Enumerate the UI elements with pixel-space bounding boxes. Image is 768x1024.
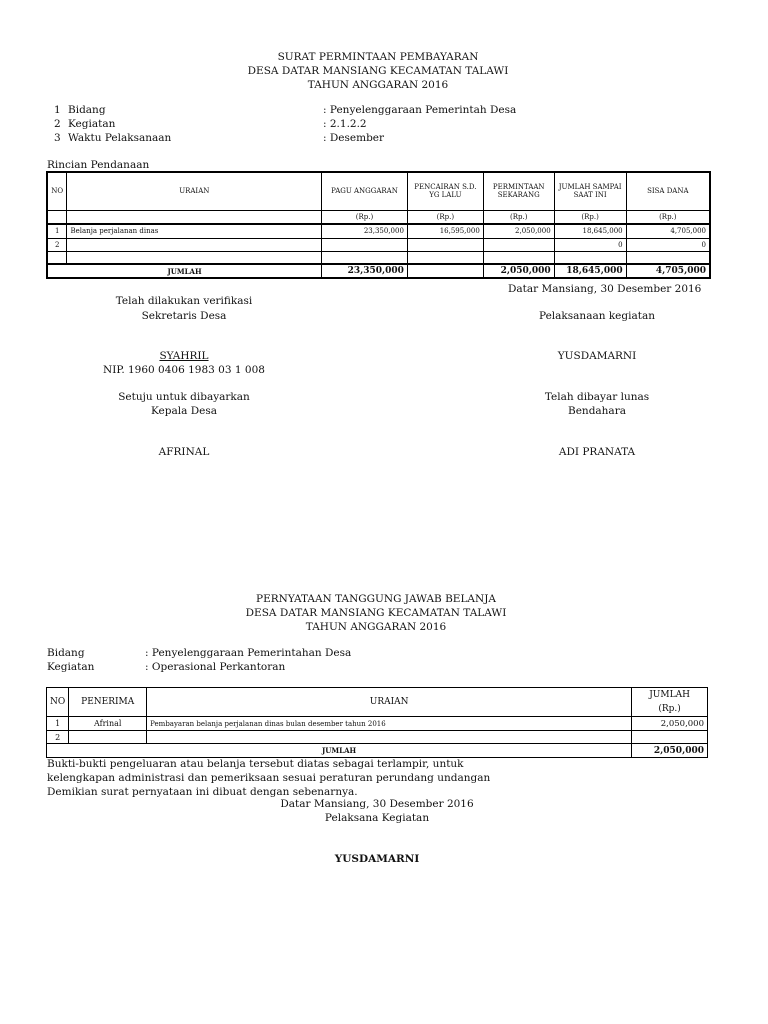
header-sisa: SISA DANA xyxy=(626,172,710,210)
spp-title xyxy=(178,50,578,92)
total-sisa: 4,705,000 xyxy=(626,264,710,278)
spp-info-label-1: Bidang xyxy=(68,104,106,116)
table-row xyxy=(47,717,708,731)
sptj-row-jumlah: 2,050,000 xyxy=(632,717,708,731)
sptj-header-jumlah xyxy=(632,688,708,717)
statement-line-2: kelengkapan administrasi dan pemeriksaan sesuai peraturan perundang undangan xyxy=(47,772,491,784)
row-pagu xyxy=(322,238,408,251)
spp-title-line-3: TAHUN ANGGARAN 2016 xyxy=(307,79,449,91)
row-no: 2 xyxy=(47,238,67,251)
sptj-row-penerima: Afrinal xyxy=(69,717,147,731)
spp-info-value-3: : Desember xyxy=(323,132,385,144)
sptj-signer-name: YUSDAMARNI xyxy=(334,853,420,865)
table-row xyxy=(47,238,710,251)
unit-pencairan: (Rp.) xyxy=(407,210,483,224)
pelaksana-label: Pelaksanaan kegiatan xyxy=(539,310,655,322)
lunas-line-1: Telah dibayar lunas xyxy=(544,391,650,403)
row-jumlah: 0 xyxy=(554,238,626,251)
header-permintaan: PERMINTAAN SEKARANG xyxy=(483,172,554,210)
spp-info-label-2: Kegiatan xyxy=(68,118,116,130)
header-no: NO xyxy=(47,172,67,210)
sptj-header-row xyxy=(47,688,708,717)
row-sisa: 0 xyxy=(626,238,710,251)
sptj-row-jumlah xyxy=(632,731,708,744)
row-no: 1 xyxy=(47,224,67,238)
setuju-line-1: Setuju untuk dibayarkan xyxy=(118,391,250,403)
row-jumlah: 18,645,000 xyxy=(554,224,626,238)
row-permintaan: 2,050,000 xyxy=(483,224,554,238)
sptj-signer-role: Pelaksana Kegiatan xyxy=(324,812,430,824)
sptj-info-value-1: : Penyelenggaraan Pemerintahan Desa xyxy=(145,647,352,659)
header-pencairan: PENCAIRAN S.D. YG LALU xyxy=(407,172,483,210)
rincian-label: Rincian Pendanaan xyxy=(47,159,150,171)
unit-sisa: (Rp.) xyxy=(626,210,710,224)
header-uraian: URAIAN xyxy=(67,172,322,210)
sptj-row-no: 2 xyxy=(47,731,69,744)
sptj-total-label: JUMLAH xyxy=(47,744,632,758)
verif-line-2: Sekretaris Desa xyxy=(141,310,227,322)
row-permintaan xyxy=(483,238,554,251)
spp-title-line-2: DESA DATAR MANSIANG KECAMATAN TALAWI xyxy=(247,65,509,77)
row-pagu: 23,350,000 xyxy=(322,224,408,238)
sptj-row-uraian xyxy=(147,731,632,744)
lunas-name: ADI PRANATA xyxy=(558,446,636,458)
sptj-header-jumlah-unit: (Rp.) xyxy=(658,704,681,714)
spp-info-value-2: : 2.1.2.2 xyxy=(323,118,367,130)
verif-line-1: Telah dilakukan verifikasi xyxy=(115,295,253,307)
verif-nip: NIP. 1960 0406 1983 03 1 008 xyxy=(103,364,265,376)
lunas-line-2: Bendahara xyxy=(568,405,626,417)
statement-line-1: Bukti-bukti pengeluaran atau belanja tersebut diatas sebagai terlampir, untuk xyxy=(47,758,464,770)
pelaksana-name: YUSDAMARNI xyxy=(557,350,637,362)
rincian-total-row xyxy=(47,264,710,278)
sptj-header-jumlah-label: JUMLAH xyxy=(649,690,690,700)
sptj-date: Datar Mansiang, 30 Desember 2016 xyxy=(280,798,474,810)
table-row xyxy=(47,731,708,744)
unit-jumlah: (Rp.) xyxy=(554,210,626,224)
sptj-title-line-1: PERNYATAAN TANGGUNG JAWAB BELANJA xyxy=(256,593,496,605)
spp-info-value-1: : Penyelenggaraan Pemerintah Desa xyxy=(323,104,517,116)
row-sisa: 4,705,000 xyxy=(626,224,710,238)
row-pencairan: 16,595,000 xyxy=(407,224,483,238)
total-jumlah: 18,645,000 xyxy=(554,264,626,278)
table-row-empty xyxy=(47,251,710,264)
unit-pagu: (Rp.) xyxy=(322,210,408,224)
spp-date: Datar Mansiang, 30 Desember 2016 xyxy=(508,283,702,295)
header-pagu: PAGU ANGGARAN xyxy=(322,172,408,210)
sptj-total-jumlah: 2,050,000 xyxy=(632,744,708,758)
total-pencairan xyxy=(407,264,483,278)
sptj-header-no: NO xyxy=(47,688,69,717)
row-uraian xyxy=(67,238,322,251)
spp-info-no-1: 1 xyxy=(54,104,61,116)
sptj-info-value-2: : Operasional Perkantoran xyxy=(145,661,286,673)
sptj-title xyxy=(176,592,576,634)
row-uraian: Belanja perjalanan dinas xyxy=(67,224,322,238)
spp-info-no-3: 3 xyxy=(54,132,61,144)
rincian-header-row xyxy=(47,172,710,210)
total-pagu: 23,350,000 xyxy=(322,264,408,278)
spp-info-no-2: 2 xyxy=(54,118,61,130)
sptj-total-row xyxy=(47,744,708,758)
rincian-table xyxy=(46,171,711,279)
sptj-info-label-2: Kegiatan xyxy=(47,661,95,673)
total-permintaan: 2,050,000 xyxy=(483,264,554,278)
sptj-title-line-3: TAHUN ANGGARAN 2016 xyxy=(305,621,447,633)
sptj-info-label-1: Bidang xyxy=(47,647,85,659)
table-row xyxy=(47,224,710,238)
verif-name: SYAHRIL xyxy=(159,350,209,362)
setuju-line-2: Kepala Desa xyxy=(151,405,217,417)
sptj-header-penerima: PENERIMA xyxy=(69,688,147,717)
total-label: JUMLAH xyxy=(47,264,322,278)
sptj-row-penerima xyxy=(69,731,147,744)
rincian-unit-row xyxy=(47,210,710,224)
sptj-row-no: 1 xyxy=(47,717,69,731)
sptj-title-line-2: DESA DATAR MANSIANG KECAMATAN TALAWI xyxy=(245,607,507,619)
spp-info-label-3: Waktu Pelaksanaan xyxy=(68,132,172,144)
sptj-row-uraian: Pembayaran belanja perjalanan dinas bulan desember tahun 2016 xyxy=(147,717,632,731)
row-pencairan xyxy=(407,238,483,251)
unit-permintaan: (Rp.) xyxy=(483,210,554,224)
setuju-name: AFRINAL xyxy=(158,446,210,458)
sptj-header-uraian: URAIAN xyxy=(147,688,632,717)
statement-line-3: Demikian surat pernyataan ini dibuat dengan sebenarnya. xyxy=(47,786,358,798)
spp-title-line-1: SURAT PERMINTAAN PEMBAYARAN xyxy=(277,51,479,63)
sptj-table xyxy=(46,687,708,758)
header-jumlah: JUMLAH SAMPAI SAAT INI xyxy=(554,172,626,210)
